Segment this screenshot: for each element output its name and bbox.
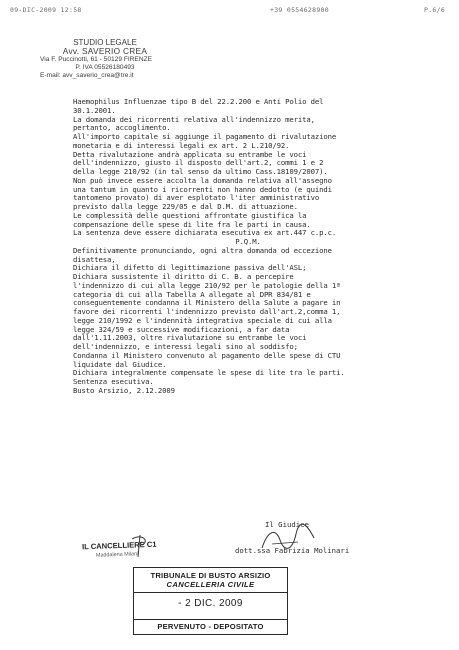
- text-line: 30.1.2001.: [73, 105, 116, 115]
- text-line: monetaria e di interessi legali ex art. 2 L.210/92.: [73, 140, 290, 150]
- text-line: della legge 210/92 (in tal senso da ultimo Cass.18109/2007).: [73, 167, 328, 176]
- cancelliere-stamp: IL CANCELLIERE C1: [81, 539, 157, 552]
- text-line: All'importo capitale si aggiunge il pagamento di rivalutazione: [73, 132, 337, 141]
- fax-header-number: +39 0554628900: [270, 6, 329, 14]
- letterhead-email: E-mail: avv_saverio_crea@tre.it: [40, 72, 134, 80]
- text-line: La domanda dei ricorrenti relativa all'indennizzo merita,: [73, 114, 315, 124]
- fax-header-page: P.6/6: [424, 6, 446, 14]
- text-line: Detta rivalutazione andrà applicata su entrambe le voci: [73, 149, 307, 159]
- text-line: compensazione delle spese di lite fra le parti in causa.: [73, 219, 311, 229]
- stamp-status: PERVENUTO - DEPOSITATO: [157, 622, 264, 631]
- text-line: Dichiara integralmente compensate le spese di lite tra le parti.: [73, 368, 345, 378]
- text-line: dell'indennizzo, e interessi legali sino al soddisfo;: [73, 342, 298, 351]
- text-line: Condanna il Ministero convenuto al pagamento delle spese di CTU: [73, 350, 341, 360]
- letterhead-lawyer-name: Avv. SAVERIO CREA: [62, 46, 148, 56]
- text-line: dall'1.11.2003, oltre rivalutazione su entrambe le voci: [73, 333, 307, 343]
- text-line: Sentenza esecutiva.: [73, 377, 154, 386]
- fax-header-datetime: 09-DIC-2009 12:58: [10, 6, 82, 14]
- court-deposit-stamp: [133, 567, 288, 635]
- text-line: tantomeno provato) di aver esplotato l'iter amministrativo: [73, 193, 320, 203]
- letterhead-vat: P. IVA 05526180493: [75, 64, 135, 72]
- text-line: Definitivamente pronunciando, ogni altra domanda od eccezione: [73, 245, 332, 255]
- stamp-date: - 2 DIC. 2009: [178, 598, 243, 609]
- letterhead: [40, 38, 170, 80]
- text-line: conseguentemente condanna il Ministero della Salute a pagare in: [73, 298, 341, 308]
- cancelliere-name: Maddalena Milani: [95, 551, 139, 559]
- letterhead-title: STUDIO LEGALE: [73, 38, 137, 47]
- judge-name: dott.ssa Fabrizia Molinari: [235, 546, 350, 555]
- stamp-office: CANCELLERIA CIVILE: [166, 580, 255, 589]
- text-line: favore dei ricorrenti l'indennizzo previsto dall'art.2,comma 1,: [73, 307, 341, 316]
- text-line: La sentenza deve essere dichiarata esecutiva ex art.447 c.p.c.: [73, 228, 337, 238]
- letterhead-address: Via F. Puccinotti, 61 - 50129 FIRENZE: [40, 56, 153, 63]
- text-line: Busto Arsizio, 2.12.2009: [73, 385, 175, 395]
- stamp-court-name: TRIBUNALE DI BUSTO ARSIZIO: [150, 571, 271, 580]
- text-line: disattesa,: [73, 254, 116, 264]
- text-line: una tantum in quanto i ricorrenti non hanno dedotto (e quindi: [73, 184, 332, 194]
- text-line: Le complessità delle questioni affrontate giustifica la: [73, 210, 307, 220]
- text-line: pertanto, accoglimento.: [73, 123, 171, 133]
- text-line: legge 324/59 e successive modificazioni, a far data: [73, 324, 290, 334]
- text-line: liquidate dal Giudice.: [73, 359, 167, 369]
- text-line: previsto dalla legge 229/05 e dal D.M. di attuazione.: [73, 202, 298, 211]
- cancelliere-signature-scribble: [120, 533, 160, 559]
- text-line: l'indennizzo di cui alla legge 210/92 per le patologie della 1ª: [73, 280, 341, 290]
- text-line: Non può invece essere accolta la domanda relativa all'assegno: [73, 175, 332, 185]
- text-line: legge 210/1992 e l'indennità integrativa speciale di cui alla: [73, 315, 332, 325]
- text-line: Dichiara il difetto di legittimazione passiva dell'ASL;: [73, 263, 307, 273]
- judgment-text: [73, 98, 423, 396]
- judge-signature-scribble: [258, 524, 318, 554]
- judge-title: Il Giudice: [265, 520, 309, 529]
- text-line: categoria di cui alla Tabella A allegate al DPR 834/81 e: [73, 289, 311, 299]
- text-line: Dichiara sussistente il diritto di C. B. a percepire: [73, 272, 294, 281]
- text-line: dell'indennizzo, giusto il disposto dell'art.2, commi 1 e 2: [73, 158, 324, 168]
- pqm-heading: P.Q.M.: [235, 237, 261, 246]
- text-line: Haemophilus Influenzae tipo B del 22.2.200 e Anti Polio del: [73, 97, 324, 106]
